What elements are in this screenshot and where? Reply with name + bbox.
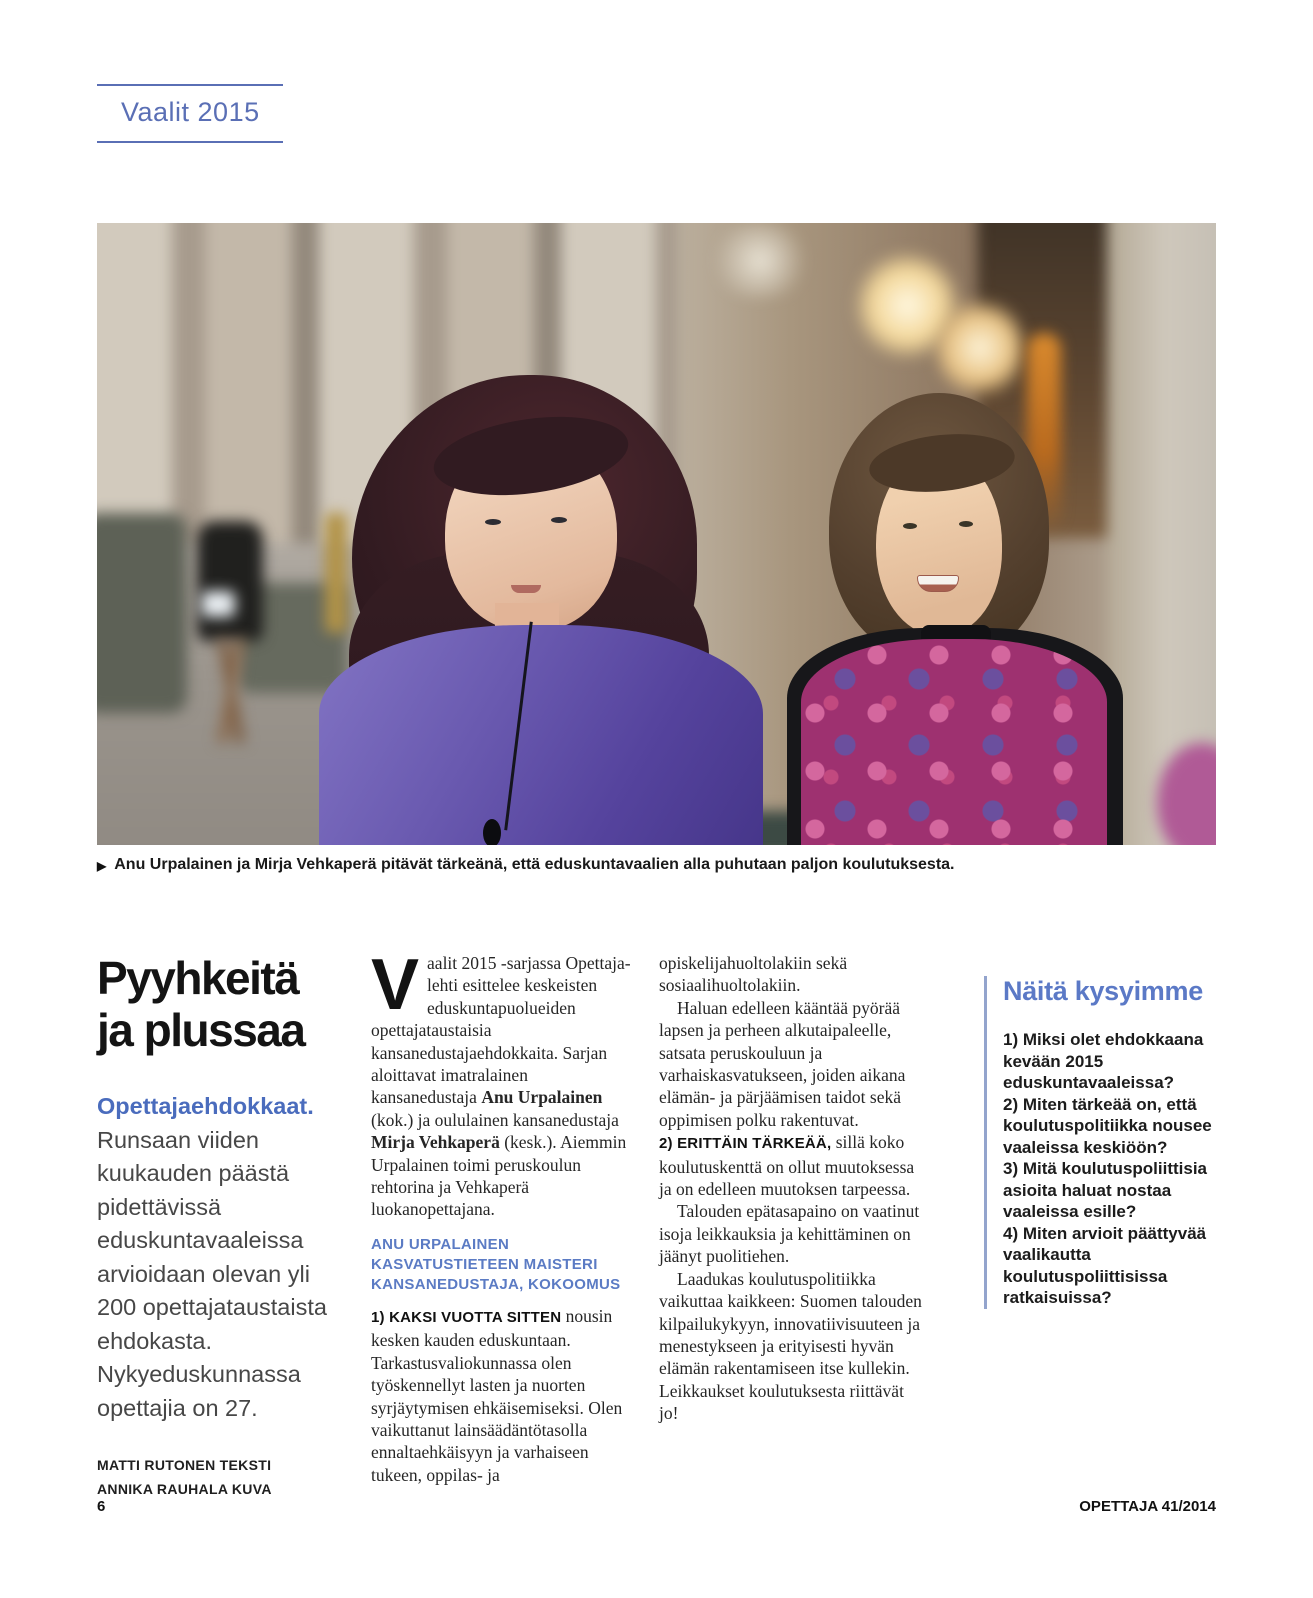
sidebar-question: 4) Miten arvioit päättyvää vaalikautta koulutuspoliittisissa ratkaisuissa? xyxy=(1003,1223,1207,1307)
paragraph xyxy=(371,1305,631,1486)
body-text: Talouden epätasapaino on vaatinut isoja leikkauksia ja kehittäminen on jäänyt puolitiehen. xyxy=(659,1201,920,1267)
byline-author: MATTI RUTONEN TEKSTI xyxy=(97,1457,272,1473)
intro-column xyxy=(97,952,349,1501)
headline-line: Pyyhkeitä xyxy=(97,952,299,1004)
sidebar-title: Näitä kysyimme xyxy=(1003,976,1203,1006)
left-woman-eye xyxy=(485,519,501,525)
photo-pillar-detail xyxy=(325,513,347,633)
dropcap: V xyxy=(371,945,420,1025)
photo-chandelier-sparkle xyxy=(705,223,815,298)
paragraph xyxy=(371,945,631,1221)
photo-background-papers xyxy=(201,591,235,617)
paragraph xyxy=(659,1268,923,1425)
right-woman-dotted-vest xyxy=(801,639,1107,845)
photo-caption xyxy=(97,856,1216,876)
body-text: opiskelijahuoltolakiin sekä sosiaalihuoltolakiin. xyxy=(659,953,848,996)
standfirst xyxy=(97,1090,349,1425)
body-text: (kok.) ja oululainen kansanedustaja xyxy=(371,1109,619,1130)
paragraph xyxy=(659,1200,923,1267)
photo-background-person xyxy=(197,521,263,641)
body-text-bold: Anu Urpalainen xyxy=(481,1087,603,1108)
sidebar-questions xyxy=(1003,1029,1216,1309)
subhead-line: KASVATUSTIETEEN MAISTERI xyxy=(371,1255,598,1273)
body-column-1 xyxy=(371,945,631,1486)
page-footer xyxy=(97,1498,1216,1515)
issue-label: OPETTAJA 41/2014 xyxy=(1079,1498,1216,1515)
photo-chair xyxy=(97,513,187,713)
body-text: Haluan edelleen kääntää pyörää lapsen ja perheen alkutaipaleelle, satsata peruskouluun ja varhaiskasvatukseen, joiden aikana elämän- ja pärjäämisen taidot sekä oppimisen polku rakentuvat. xyxy=(659,997,906,1130)
body-text-bold: Mirja Vehkaperä xyxy=(371,1132,500,1153)
photo-background-person-legs xyxy=(209,638,253,743)
body-text: Laadukas koulutuspolitiikka vaikuttaa kaikkeen: Suomen talouden kilpailukykyyn, innovatiivisuuteen ja menestykseen ja erityisesti hyvän elämän rakentamiseen itse kullekin. Leikkaukset koulutuksesta riittävät jo! xyxy=(659,1268,922,1424)
standfirst-lead: Opettajaehdokkaat. xyxy=(97,1093,314,1119)
question-leadin: 1) KAKSI VUOTTA SITTEN xyxy=(371,1308,562,1326)
page-number: 6 xyxy=(97,1498,106,1515)
headline-line: ja plussaa xyxy=(97,1004,305,1056)
kicker-label: Vaalit 2015 xyxy=(121,97,260,127)
body-column-2 xyxy=(659,952,923,1425)
sidebar-question: 1) Miksi olet ehdokkaana kevään 2015 eduskuntavaaleissa? xyxy=(1003,1030,1204,1092)
photo-lamp-glow xyxy=(935,293,1025,403)
section-kicker xyxy=(97,84,283,143)
left-woman-mouth xyxy=(511,585,541,593)
left-woman-eye xyxy=(551,517,567,523)
standfirst-body: Runsaan viiden kuukauden päästä pidettävissä eduskuntavaaleissa arvioidaan olevan yli 200 opettajataustaista ehdokasta. Nykyeduskunnassa opettajia on 27. xyxy=(97,1126,327,1421)
questions-sidebar xyxy=(984,976,1216,1309)
body-text: aalit 2015 -sarjassa Opettaja-lehti esittelee keskeisten eduskuntapuolueiden opettajataustaisia kansanedustajaehdokkaita. Sarjan aloittavat imatralainen kansanedustaja xyxy=(371,953,631,1108)
body-text: (kesk.). Aiemmin Urpalainen toimi peruskoulun rehtorina ja Vehkaperä luokanopettajana. xyxy=(371,1132,627,1220)
caption-text: Anu Urpalainen ja Mirja Vehkaperä pitävät tärkeänä, että eduskuntavaalien alla puhutaan paljon koulutuksesta. xyxy=(114,856,955,873)
right-woman-eye xyxy=(959,521,973,527)
subhead-line: ANU URPALAINEN xyxy=(371,1235,510,1253)
body-text: sillä koko koulutuskenttä on ollut muutoksessa ja on edelleen muutoksen tarpeessa. xyxy=(659,1132,915,1200)
byline xyxy=(97,1453,349,1501)
left-woman-purple-top xyxy=(319,625,763,845)
paragraph xyxy=(659,1131,923,1200)
sidebar-question: 3) Mitä koulutuspoliittisia asioita haluat nostaa vaaleissa esille? xyxy=(1003,1159,1208,1221)
paragraph xyxy=(659,997,923,1131)
headline xyxy=(97,952,349,1056)
subhead-line: KANSANEDUSTAJA, KOKOOMUS xyxy=(371,1275,621,1293)
caption-arrow-icon: ▶ xyxy=(97,859,107,873)
paragraph xyxy=(659,952,923,997)
right-woman-eye xyxy=(903,523,917,529)
right-woman-smile xyxy=(917,575,959,592)
byline-photographer: ANNIKA RAUHALA KUVA xyxy=(97,1481,272,1497)
sidebar-question: 2) Miten tärkeää on, että koulutuspolitiikka nousee vaaleissa keskiöön? xyxy=(1003,1094,1212,1157)
body-text: nousin kesken kauden eduskuntaan. Tarkastusvaliokunnassa olen työskennellyt lasten ja nuorten syrjäytymisen ehkäisemiseksi. Olen vaikuttanut lainsäädäntötasolla ennaltaehkäisyyn ja varhaiseen tukeen, oppilas- ja xyxy=(371,1305,623,1485)
question-leadin: 2) ERITTÄIN TÄRKEÄÄ, xyxy=(659,1135,832,1153)
candidate-subhead xyxy=(371,1235,631,1295)
left-woman-pendant xyxy=(483,819,501,845)
article-photo xyxy=(97,223,1216,845)
